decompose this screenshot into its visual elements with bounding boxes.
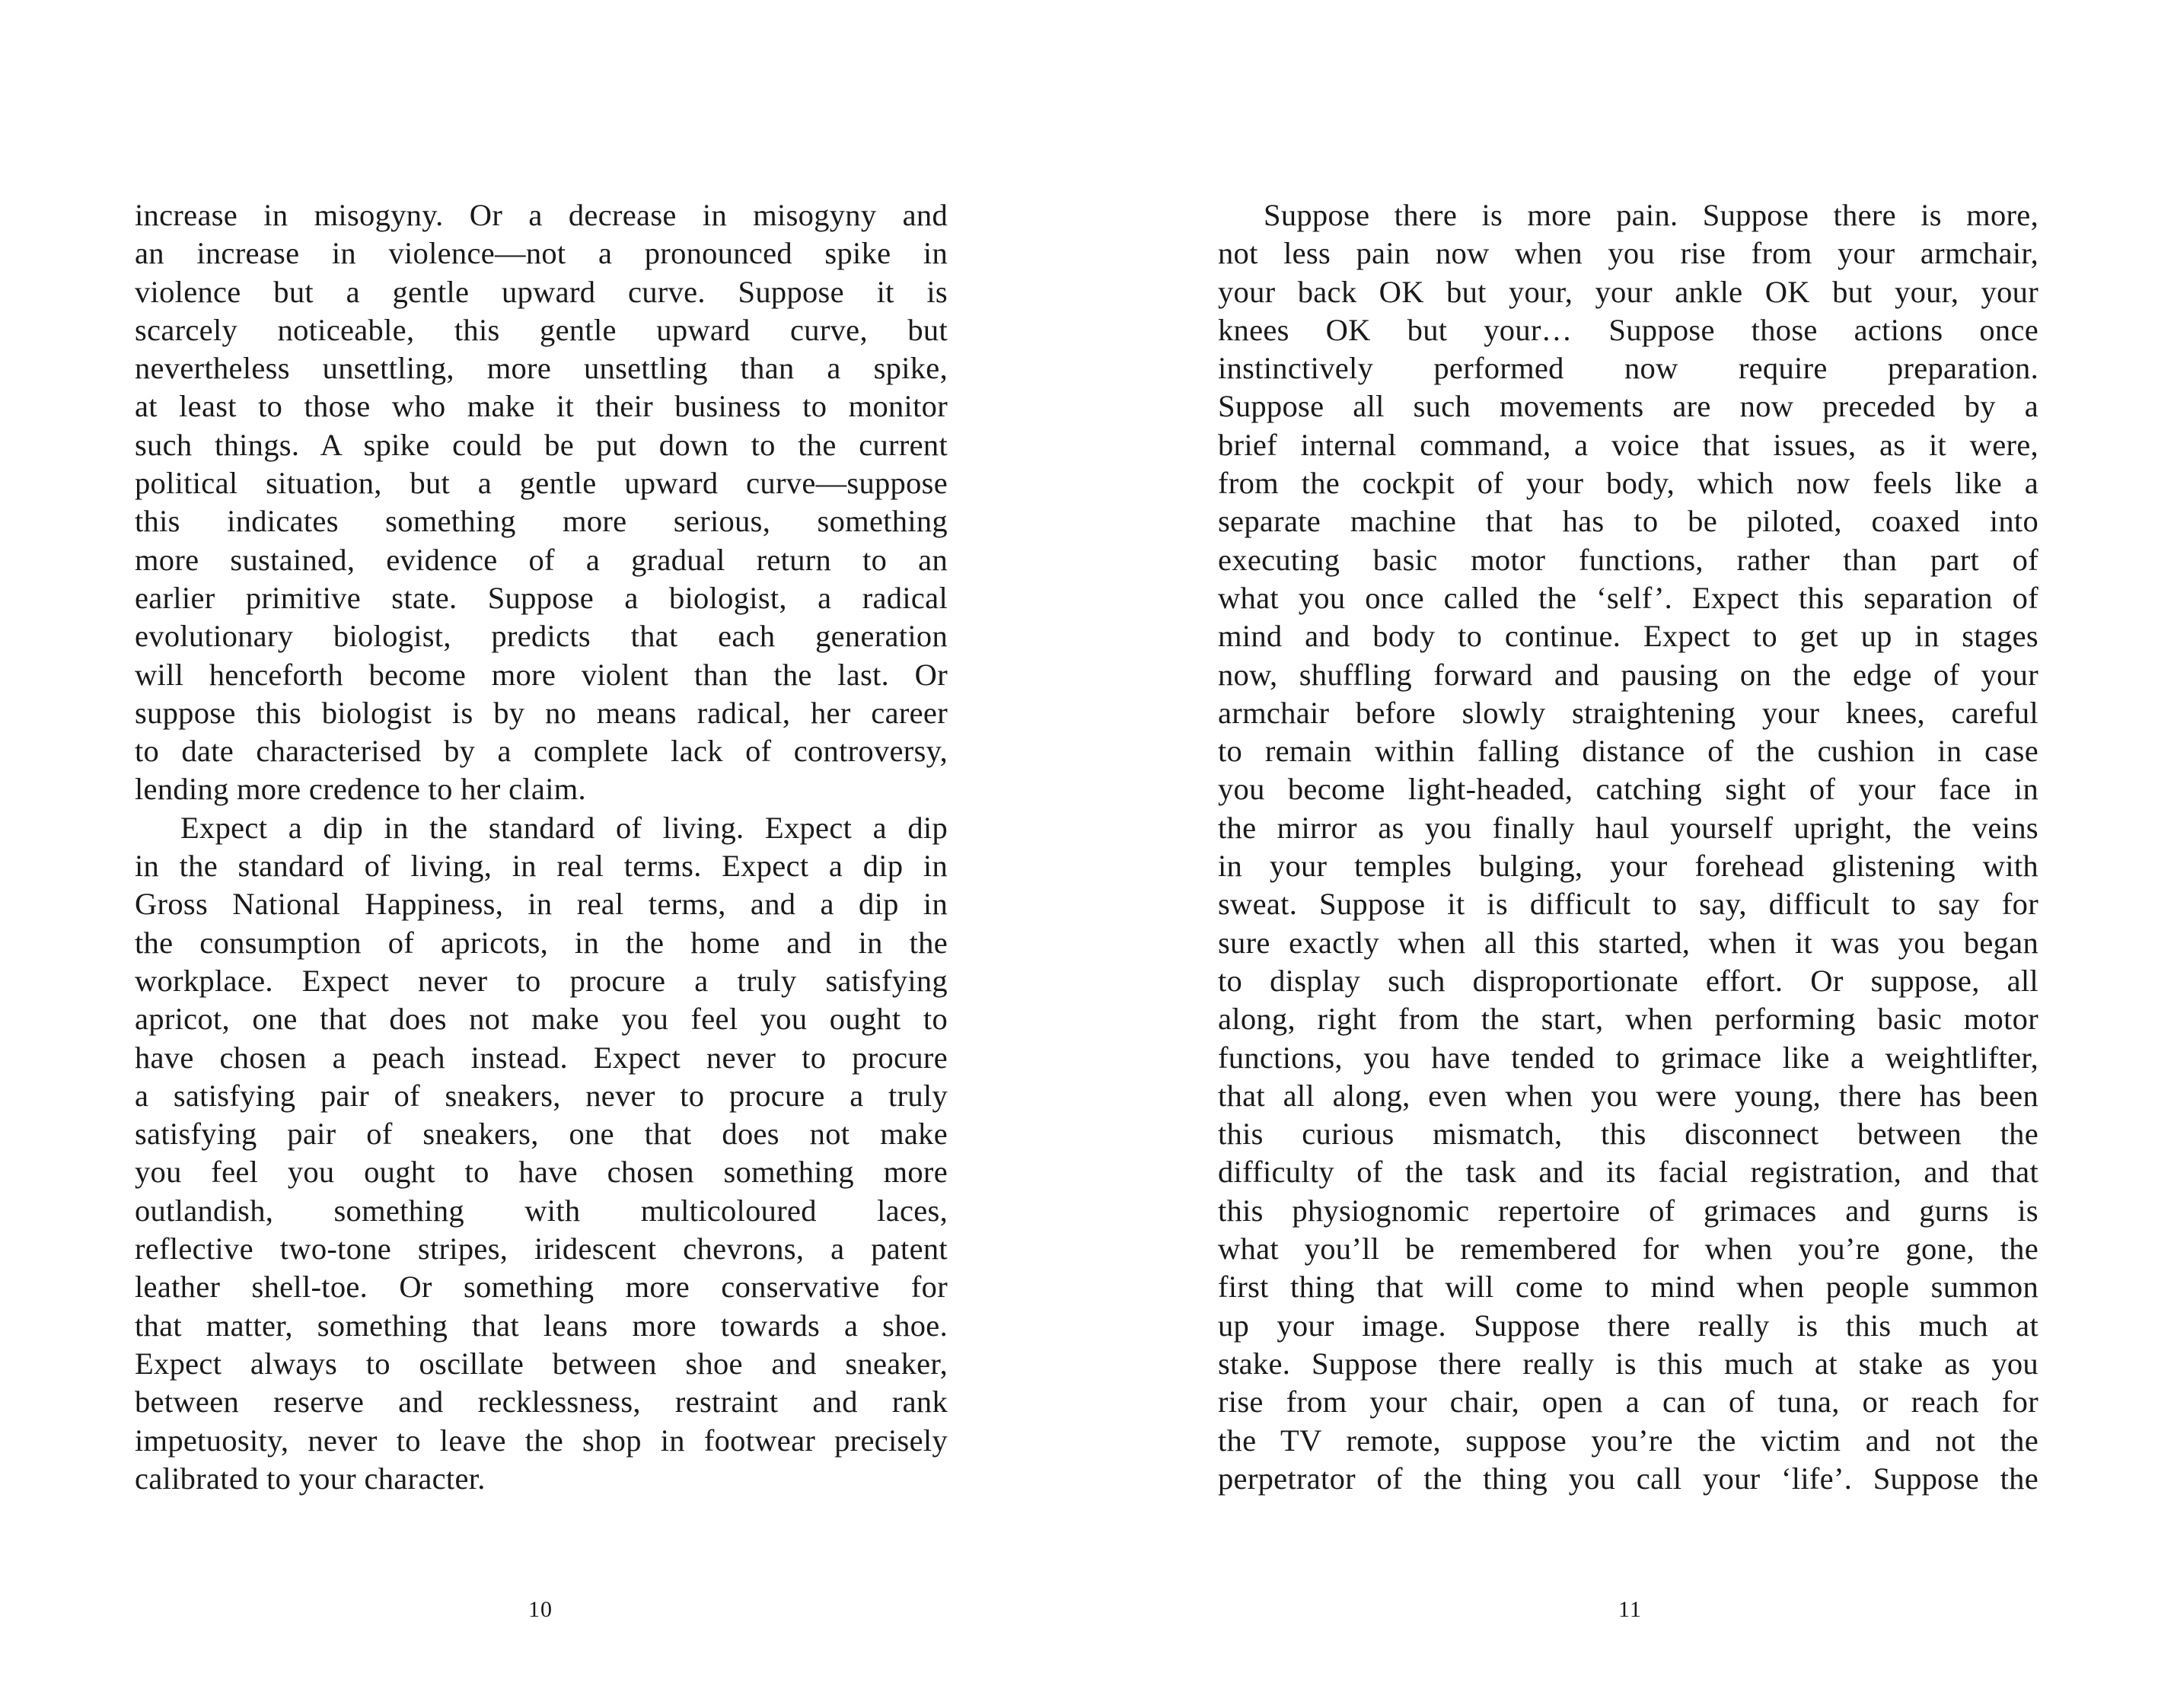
text-line: separate machine that has to be piloted, coaxed into <box>1218 504 2038 539</box>
right-page <box>1079 0 2157 1708</box>
text-line: a satisfying pair of sneakers, never to procure a truly <box>135 1078 948 1113</box>
text-line: perpetrator of the thing you call your ‘life’. Suppose the <box>1218 1461 2038 1496</box>
text-line: what you once called the ‘self’. Expect this separation of <box>1218 580 2038 615</box>
text-line: evolutionary biologist, predicts that each generation <box>135 619 948 654</box>
text-line: such things. A spike could be put down to the current <box>135 427 948 462</box>
text-line: at least to those who make it their business to monitor <box>135 389 948 424</box>
text-line: more sustained, evidence of a gradual return to an <box>135 542 948 577</box>
text-line: executing basic motor functions, rather than part of <box>1218 542 2038 577</box>
text-line: sure exactly when all this started, when it was you began <box>1218 925 2038 960</box>
text-line: Expect always to oscillate between shoe and sneaker, <box>135 1346 948 1381</box>
right-page-text <box>1218 196 2038 1498</box>
text-line: increase in misogyny. Or a decrease in misogyny and <box>135 198 948 232</box>
text-line: sweat. Suppose it is difficult to say, difficult to say for <box>1218 887 2038 922</box>
text-line: what you’ll be remembered for when you’re gone, the <box>1218 1232 2038 1267</box>
text-line: reflective two-tone stripes, iridescent chevrons, a patent <box>135 1232 948 1267</box>
text-line: outlandish, something with multicoloured laces, <box>135 1193 948 1228</box>
text-line: functions, you have tended to grimace like a weightlifter, <box>1218 1040 2038 1075</box>
text-line: apricot, one that does not make you feel you ought to <box>135 1002 948 1037</box>
page-number: 10 <box>528 1597 553 1622</box>
text-line: in the standard of living, in real terms. Expect a dip in <box>135 849 948 884</box>
text-line: Suppose there is more pain. Suppose there is more, <box>1264 198 2038 232</box>
text-line: from the cockpit of your body, which now feels like a <box>1218 466 2038 501</box>
text-line: rise from your chair, open a can of tuna, or reach for <box>1218 1385 2038 1420</box>
text-line: earlier primitive state. Suppose a biologist, a radical <box>135 580 948 615</box>
text-line: armchair before slowly straightening your knees, careful <box>1218 695 2038 730</box>
text-line: to date characterised by a complete lack of controversy, <box>135 734 948 769</box>
page-number: 11 <box>1618 1597 1642 1622</box>
text-line: knees OK but your… Suppose those actions once <box>1218 312 2038 347</box>
text-line: Expect a dip in the standard of living. Expect a dip <box>180 810 948 845</box>
text-line: the TV remote, suppose you’re the victim and not the <box>1218 1423 2038 1458</box>
text-line: difficulty of the task and its facial registration, and that <box>1218 1155 2038 1190</box>
text-line: along, right from the start, when performing basic motor <box>1218 1002 2038 1037</box>
text-line: satisfying pair of sneakers, one that does not make <box>135 1117 948 1152</box>
text-line: will henceforth become more violent than the last. Or <box>135 657 948 692</box>
text-line: suppose this biologist is by no means radical, her career <box>135 695 948 730</box>
text-line: in your temples bulging, your forehead glistening with <box>1218 849 2038 884</box>
text-line: this curious mismatch, this disconnect between the <box>1218 1117 2038 1152</box>
text-line: now, shuffling forward and pausing on the edge of your <box>1218 657 2038 692</box>
text-line: nevertheless unsettling, more unsettling than a spike, <box>135 351 948 386</box>
text-line: instinctively performed now require preparation. <box>1218 351 2038 386</box>
text-line: that all along, even when you were young, there has been <box>1218 1078 2038 1113</box>
text-line: lending more credence to her claim. <box>135 772 586 807</box>
left-page-text <box>135 196 948 1498</box>
text-line: violence but a gentle upward curve. Suppose it is <box>135 274 948 309</box>
text-line: between reserve and recklessness, restraint and rank <box>135 1385 948 1420</box>
text-line: have chosen a peach instead. Expect never to procure <box>135 1040 948 1075</box>
text-line: brief internal command, a voice that issues, as it were, <box>1218 427 2038 462</box>
text-line: your back OK but your, your ankle OK but your, your <box>1218 274 2038 309</box>
text-line: Suppose all such movements are now preceded by a <box>1218 389 2038 424</box>
text-line: first thing that will come to mind when people summon <box>1218 1270 2038 1305</box>
text-line: workplace. Expect never to procure a truly satisfying <box>135 963 948 998</box>
text-line: stake. Suppose there really is this much at stake as you <box>1218 1346 2038 1381</box>
text-line: political situation, but a gentle upward curve—suppose <box>135 466 948 501</box>
text-line: calibrated to your character. <box>135 1461 486 1496</box>
text-line: to remain within falling distance of the cushion in case <box>1218 734 2038 769</box>
text-line: to display such disproportionate effort. Or suppose, all <box>1218 963 2038 998</box>
text-line: you feel you ought to have chosen something more <box>135 1155 948 1190</box>
text-line: not less pain now when you rise from your armchair, <box>1218 236 2038 271</box>
text-line: this indicates something more serious, something <box>135 504 948 539</box>
text-line: the consumption of apricots, in the home and in the <box>135 925 948 960</box>
text-line: the mirror as you finally haul yourself upright, the veins <box>1218 810 2038 845</box>
text-line: Gross National Happiness, in real terms, and a dip in <box>135 887 948 922</box>
text-line: up your image. Suppose there really is this much at <box>1218 1308 2038 1343</box>
text-line: that matter, something that leans more towards a shoe. <box>135 1308 948 1343</box>
text-line: scarcely noticeable, this gentle upward curve, but <box>135 312 948 347</box>
text-line: this physiognomic repertoire of grimaces and gurns is <box>1218 1193 2038 1228</box>
text-line: mind and body to continue. Expect to get up in stages <box>1218 619 2038 654</box>
text-line: impetuosity, never to leave the shop in footwear precisely <box>135 1423 948 1458</box>
text-line: an increase in violence—not a pronounced spike in <box>135 236 948 271</box>
text-line: you become light-headed, catching sight of your face in <box>1218 772 2038 807</box>
text-line: leather shell-toe. Or something more conservative for <box>135 1270 948 1305</box>
